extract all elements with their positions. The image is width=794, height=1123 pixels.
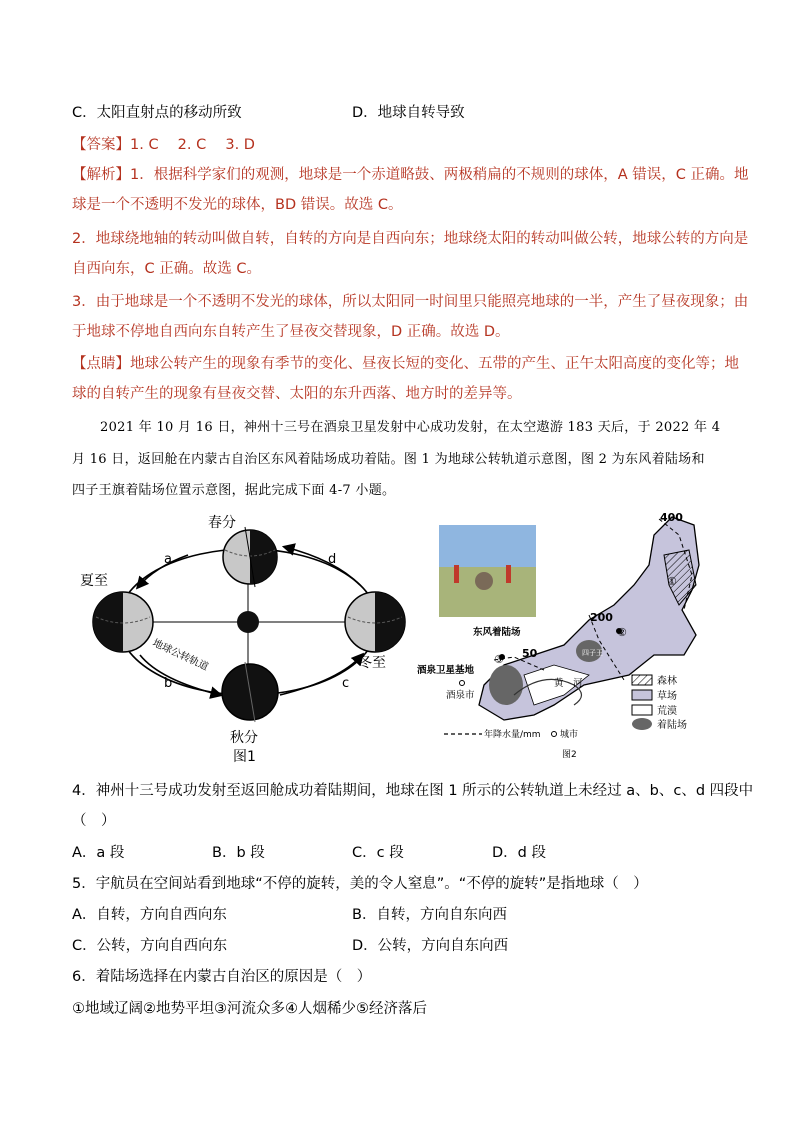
analysis-line-1a (72, 163, 748, 184)
q6-stem: 6．着陆场选择在内蒙古自治区的原因是（ ） (72, 969, 372, 985)
analysis-2b: 自西向东，C 正确。故选 C。 (72, 261, 261, 277)
q4-option-a: A．a 段 (72, 845, 125, 861)
label-seg-c: c (342, 676, 350, 691)
answer-line (72, 133, 255, 154)
legend-desert: 荒漠 (657, 706, 677, 717)
earth-autumn (222, 662, 278, 722)
legend-rain: 年降水量/mm (484, 730, 541, 740)
q4-option-b: B．b 段 (212, 845, 265, 861)
q4-stem-b: （ ） (72, 813, 116, 829)
label-summer: 夏至 (80, 573, 108, 589)
legend-city: 城市 (560, 730, 579, 740)
label-winter: 冬至 (358, 655, 386, 671)
legend-forest-swatch (632, 675, 652, 685)
legend-grass-swatch (632, 690, 652, 700)
arrow-c (280, 655, 362, 695)
analysis-1b: 球是一个不透明不发光的球体，BD 错误。故选 C。 (72, 197, 403, 213)
legend-desert-swatch (632, 705, 652, 715)
intro-c: 四子王旗着陆场位置示意图，据此完成下面 4-7 小题。 (72, 483, 396, 498)
q5-option-d: D．公转，方向自东向西 (352, 938, 509, 954)
analysis-3b: 于地球不停地自西向东自转产生了昼夜交替现象，D 正确。故选 D。 (72, 324, 510, 340)
q4-stem-a: 4．神州十三号成功发射至返回舱成功着陆期间，地球在图 1 所示的公转轨道上未经过 a、b、c、d 四段中 (72, 783, 754, 799)
label-50: 50 (522, 647, 538, 660)
q4-option-d: D．d 段 (492, 845, 546, 861)
caption-fig1: 图1 (233, 749, 256, 765)
tip-line-a (72, 352, 739, 373)
tip-tag: 【点睛】 (72, 356, 130, 372)
figure-1-orbit-diagram (80, 505, 430, 770)
legend-landing: 着陆场 (657, 720, 687, 731)
q3-option-c: C．太阳直射点的移动所致 (72, 105, 242, 121)
answer-tag: 【答案】 (72, 137, 130, 153)
q5-option-a: A．自转，方向自西向东 (72, 907, 227, 923)
q5-option-b: B．自转，方向自东向西 (352, 907, 507, 923)
legend-grass: 草场 (657, 691, 677, 702)
landing-zone-dongfeng (489, 665, 523, 705)
label-siziwang: 四子王 (582, 649, 603, 657)
intro-a: 2021 年 10 月 16 日，神州十三号在酒泉卫星发射中心成功发射，在太空遨游 183 天后，于 2022 年 4 (100, 420, 721, 435)
city-jiuquan (460, 681, 465, 686)
legend-city-swatch (552, 732, 557, 737)
label-seg-b: b (164, 676, 173, 691)
legend-forest: 森林 (657, 676, 677, 687)
q3-option-d: D．地球自转导致 (352, 105, 465, 121)
q5-option-c: C．公转，方向自西向东 (72, 938, 228, 954)
caption-fig2: 图2 (562, 750, 577, 760)
label-num-3: ③ (494, 653, 504, 666)
q4-option-c: C．c 段 (352, 845, 404, 861)
figure-2-landing-map (414, 505, 714, 770)
q5-stem: 5．宇航员在空间站看到地球“不停的旋转，美的令人窒息”。“不停的旋转”是指地球（ ） (72, 876, 648, 892)
label-jiuquan-city: 酒泉市 (446, 690, 475, 701)
label-seg-d: d (328, 552, 337, 567)
label-seg-a: a (164, 552, 172, 567)
earth-winter (345, 592, 405, 652)
earth-summer (93, 592, 153, 652)
tip-a: 地球公转产生的现象有季节的变化、昼夜长短的变化、五带的产生、正午太阳高度的变化等；地 (130, 356, 739, 372)
label-num-2: ② (617, 626, 627, 639)
answer-text: 1. C 2. C 3. D (130, 137, 255, 153)
label-num-1: ① (667, 575, 677, 588)
label-400: 400 (660, 511, 683, 524)
analysis-3a: 3．由于地球是一个不透明不发光的球体，所以太阳同一时间里只能照亮地球的一半，产生了昼夜现象；由 (72, 294, 749, 310)
q6-options: ①地域辽阔②地势平坦③河流众多④人烟稀少⑤经济落后 (72, 1001, 427, 1017)
label-orbit: 地球公转轨道 (150, 637, 210, 674)
legend-landing-swatch (632, 718, 652, 730)
analysis-tag: 【解析】 (72, 167, 130, 183)
tip-b: 球的自转产生的现象有昼夜交替、太阳的东升西落、地方时的差异等。 (72, 386, 522, 402)
sun (237, 611, 259, 633)
landing-photo (439, 525, 536, 617)
arrow-d (285, 547, 360, 585)
earth-spring (223, 527, 277, 587)
label-autumn: 秋分 (230, 730, 258, 746)
label-jiuquan-base: 酒泉卫星基地 (417, 665, 475, 676)
intro-b: 月 16 日，返回舱在内蒙古自治区东风着陆场成功着陆。图 1 为地球公转轨道示意图，图 2 为东风着陆场和 (72, 452, 705, 467)
analysis-1a: 1．根据科学家们的观测，地球是一个赤道略鼓、两极稍扁的不规则的球体，A 错误，C 正确。地 (130, 167, 749, 183)
label-river: 黄 河 (554, 678, 583, 689)
label-dongfeng: 东风着陆场 (473, 627, 521, 638)
analysis-2a: 2．地球绕地轴的转动叫做自转，自转的方向是自西向东；地球绕太阳的转动叫做公转，地球公转的方向是 (72, 231, 749, 247)
label-spring: 春分 (208, 515, 236, 531)
label-200: 200 (590, 611, 613, 624)
